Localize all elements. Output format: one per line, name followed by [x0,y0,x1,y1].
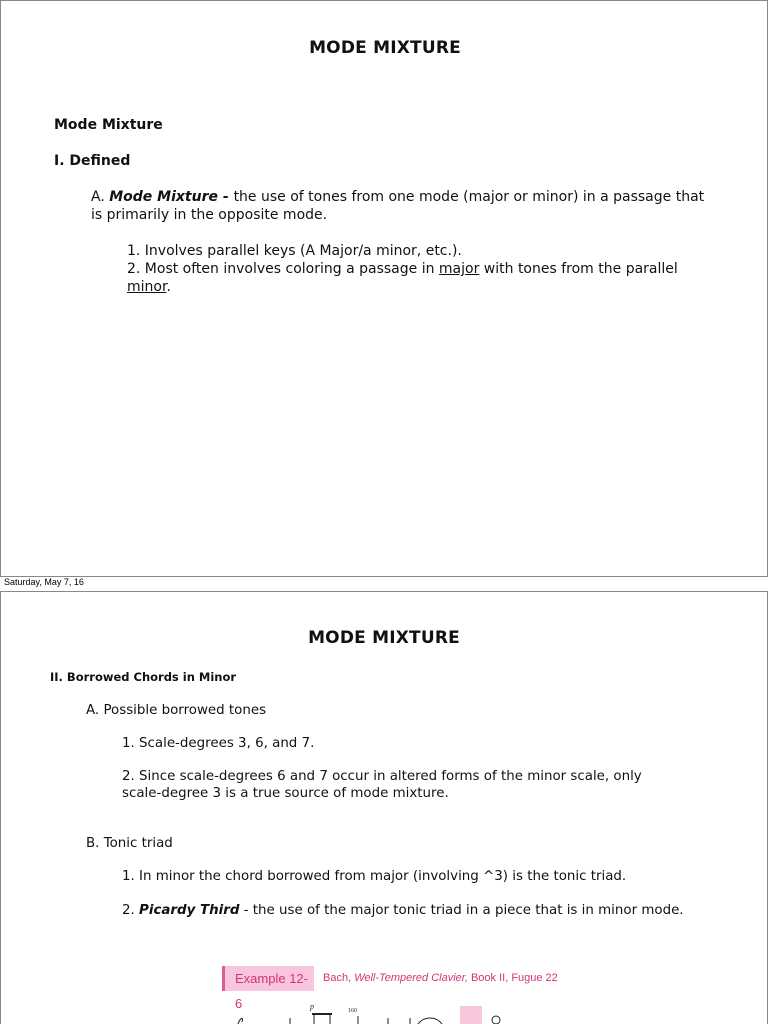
slide-1-subtitle: Mode Mixture [54,117,163,133]
section-borrowed-chords: II. Borrowed Chords in Minor [50,670,237,684]
score-number: 160 [348,1008,357,1014]
mode-mixture-term: Mode Mixture - [109,189,234,205]
example-tag: Example 12-6 [222,966,314,991]
item-a-line-1 [91,189,704,205]
slide-2-title: MODE MIXTURE [308,628,460,648]
section-defined: I. Defined [54,153,131,169]
example-book: Book II, Fugue 22 [467,972,558,984]
example-work: Well-Tempered Clavier, [354,972,468,984]
item-b-2-text: - the use of the major tonic triad in a piece that is in minor mode. [239,903,684,918]
item-a-2-line-1: 2. Since scale-degrees 6 and 7 occur in altered forms of the minor scale, only [122,769,642,784]
item-a-borrowed-tones: A. Possible borrowed tones [86,703,267,718]
item-b-1: 1. In minor the chord borrowed from major (involving ^3) is the tonic triad. [122,869,627,884]
item-a-2-line-2: scale-degree 3 is a true source of mode mixture. [122,786,449,801]
footer-date: Saturday, May 7, 16 [4,577,84,587]
picardy-third-term: Picardy Third [139,903,240,918]
item-a-definition: the use of tones from one mode (major or minor) in a passage that [233,189,705,205]
item-b-2 [122,903,684,918]
slide-1-title: MODE MIXTURE [309,38,461,58]
sub-item-2-text-after: with tones from the parallel [479,261,678,277]
score-dynamic: p [310,1002,314,1011]
major-underlined: major [438,261,480,277]
minor-underlined: minor [127,279,167,295]
sub-item-2-line-2 [127,279,171,295]
sub-item-2-line-1 [127,261,678,277]
example-composer: Bach, [323,972,355,984]
item-a-line-2: is primarily in the opposite mode. [91,207,328,223]
example-source [323,966,558,991]
sub-item-1: 1. Involves parallel keys (A Major/a minor, etc.). [127,243,462,259]
item-b-tonic-triad: B. Tonic triad [86,836,173,851]
slide-2 [0,591,768,1024]
item-b-2-prefix: 2. [122,903,140,918]
item-a-prefix: A. [91,189,110,205]
highlight-marker [460,1006,482,1024]
sub-item-2-text: 2. Most often involves coloring a passage in [127,261,439,277]
period: . [166,279,171,295]
treble-clef-icon [238,1018,243,1024]
item-a-1: 1. Scale-degrees 3, 6, and 7. [122,736,315,751]
music-score-fragment [228,1000,508,1024]
